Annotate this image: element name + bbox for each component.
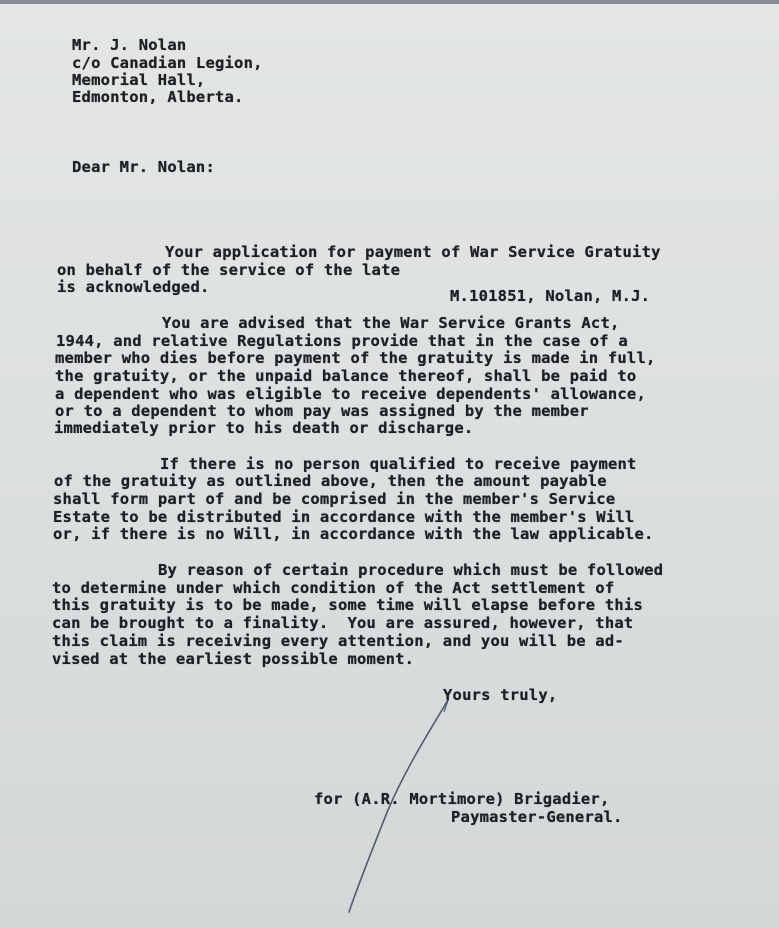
paragraph-1-line-2: on behalf of the service of the late xyxy=(57,261,401,279)
paragraph-1-line-1: Your application for payment of War Service Gratuity xyxy=(165,243,661,261)
paragraph-3-line-4: Estate to be distributed in accordance with the member's Will xyxy=(53,508,635,526)
paragraph-2-line-6: or to a dependent to whom pay was assigned by the member xyxy=(55,402,589,420)
paragraph-3-line-5: or, if there is no Will, in accordance with the law applicable. xyxy=(53,525,654,543)
paragraph-3-line-2: of the gratuity as outlined above, then the amount payable xyxy=(54,472,607,490)
paragraph-2-line-5: a dependent who was eligible to receive dependents' allowance, xyxy=(55,385,646,403)
signatory-line-2: Paymaster-General. xyxy=(451,808,623,826)
paragraph-2-line-2: 1944, and relative Regulations provide that in the case of a xyxy=(56,332,628,350)
paragraph-3-line-1: If there is no person qualified to receive payment xyxy=(160,455,637,473)
paragraph-1-line-3: is acknowledged. xyxy=(57,278,210,296)
address-line-2: c/o Canadian Legion, xyxy=(72,54,263,72)
paragraph-4-line-1: By reason of certain procedure which must be followed xyxy=(158,561,664,579)
service-reference: M.101851, Nolan, M.J. xyxy=(450,287,651,305)
signatory-line-1: for (A.R. Mortimore) Brigadier, xyxy=(314,790,610,808)
paragraph-4-line-2: to determine under which condition of the Act settlement of xyxy=(52,579,615,597)
address-line-3: Memorial Hall, xyxy=(72,71,206,89)
address-line-1: Mr. J. Nolan xyxy=(72,36,187,54)
page-top-edge xyxy=(0,0,779,4)
paragraph-4-line-6: vised at the earliest possible moment. xyxy=(52,650,415,668)
salutation: Dear Mr. Nolan: xyxy=(72,158,215,176)
paragraph-4-line-3: this gratuity is to be made, some time will elapse before this xyxy=(52,596,643,614)
closing: Yours truly, xyxy=(443,686,558,704)
paragraph-2-line-4: the gratuity, or the unpaid balance thereof, shall be paid to xyxy=(55,367,637,385)
paragraph-4-line-5: this claim is receiving every attention, and you will be ad- xyxy=(52,632,624,650)
paragraph-2-line-7: immediately prior to his death or discharge. xyxy=(54,419,474,437)
address-line-4: Edmonton, Alberta. xyxy=(72,88,244,106)
paragraph-2-line-3: member who dies before payment of the gratuity is made in full, xyxy=(55,349,656,367)
paragraph-3-line-3: shall form part of and be comprised in the member's Service xyxy=(53,490,616,508)
paragraph-4-line-4: can be brought to a finality. You are assured, however, that xyxy=(52,614,634,632)
paragraph-2-line-1: You are advised that the War Service Grants Act, xyxy=(162,314,620,332)
